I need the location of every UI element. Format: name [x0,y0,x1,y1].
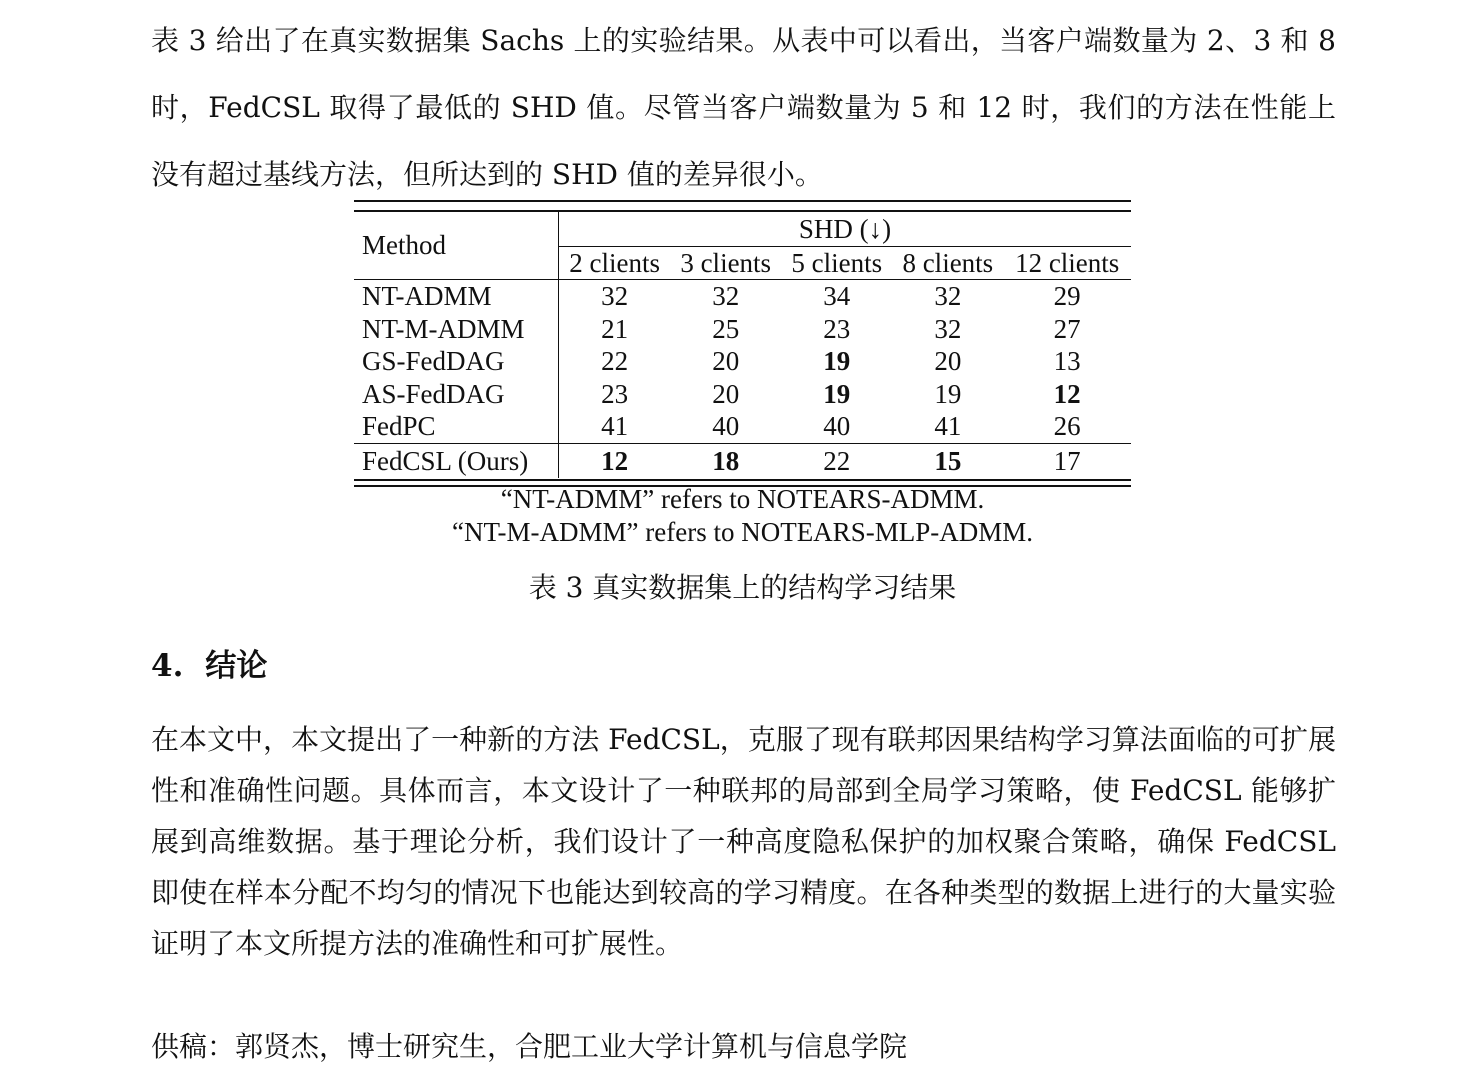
value-cell: 12 [1053,378,1081,409]
value-cell: 32 [670,280,781,313]
value-cell: 19 [823,378,851,409]
value-cell: 25 [712,313,740,344]
column-header: 5 clients [781,247,892,280]
metric-header: SHD (↓) [798,213,892,244]
value-cell: 17 [1003,443,1131,478]
conclusion-paragraph: 在本文中，本文提出了一种新的方法 FedCSL，克服了现有联邦因果结构学习算法面临的可扩展性和准确性问题。具体而言，本文设计了一种联邦的局部到全局学习策略，使 FedCSL 能够扩展到高维数据。基于理论分析，我们设计了一种高度隐私保护的加权聚合策略，确保 FedCSL 即使在样本分配不均匀的情况下也能达到较高的学习精度。在各种类型的数据上进行的大量实验证明了本文所提方法的准确性和可扩展性。 [151,723,1336,960]
intro-paragraph: 表 3 给出了在真实数据集 Sachs 上的实验结果。从表中可以看出，当客户端数量为 2、3 和 8 时，FedCSL 取得了最低的 SHD 值。尽管当客户端数量为 5 和 12 时，我们的方法在性能上没有超过基线方法，但所达到的 SHD 值的差异很小。 [151,24,1336,191]
value-cell: 20 [712,346,740,377]
value-cell: 15 [892,443,1003,478]
method-cell: FedPC [354,410,559,443]
method-cell: NT-ADMM [354,280,559,313]
value-cell: 20 [712,378,740,409]
value-cell: 41 [934,411,962,442]
table-row [354,378,1131,411]
table-top-rule [354,200,1131,202]
column-header: 3 clients [670,247,781,280]
value-cell: 12 [559,443,671,478]
value-cell: 27 [1053,313,1081,344]
table-row-ours [354,443,1131,478]
value-cell: 19 [823,346,851,377]
value-cell: 40 [823,411,851,442]
value-cell: 22 [781,443,892,478]
section-heading [151,640,267,685]
column-header: 8 clients [892,247,1003,280]
method-cell: NT-M-ADMM [354,313,559,346]
table-note: “NT-ADMM” refers to NOTEARS-ADMM. [500,484,985,514]
value-cell: 20 [934,346,962,377]
table-row [354,345,1131,378]
value-cell: 13 [1053,346,1081,377]
value-cell: 23 [601,378,629,409]
method-cell: GS-FedDAG [354,345,559,378]
value-cell: 40 [712,411,740,442]
value-cell: 21 [601,313,629,344]
value-cell: 34 [781,280,892,313]
value-cell: 23 [823,313,851,344]
table-row [354,280,1131,313]
table-note: “NT-M-ADMM” refers to NOTEARS-MLP-ADMM. [452,517,1033,547]
column-header: 2 clients [559,247,671,280]
value-cell: 29 [1003,280,1131,313]
value-cell: 18 [670,443,781,478]
section-title: 结论 [205,648,268,684]
table-row [354,410,1131,443]
table-caption: 表 3 真实数据集上的结构学习结果 [528,571,957,604]
column-header: 12 clients [1003,247,1131,280]
value-cell: 32 [934,313,962,344]
value-cell: 19 [934,378,962,409]
contributor-note: 供稿：郭贤杰，博士研究生，合肥工业大学计算机与信息学院 [151,1030,908,1063]
value-cell: 32 [559,280,671,313]
section-number: 4. [151,648,184,684]
value-cell: 41 [601,411,629,442]
table-row [354,313,1131,346]
method-cell: FedCSL (Ours) [354,443,559,478]
results-table [354,212,1131,478]
value-cell: 32 [892,280,1003,313]
method-header: Method [354,212,559,280]
value-cell: 26 [1053,411,1081,442]
method-cell: AS-FedDAG [354,378,559,411]
value-cell: 22 [601,346,629,377]
table-bottom-rule [354,479,1131,481]
